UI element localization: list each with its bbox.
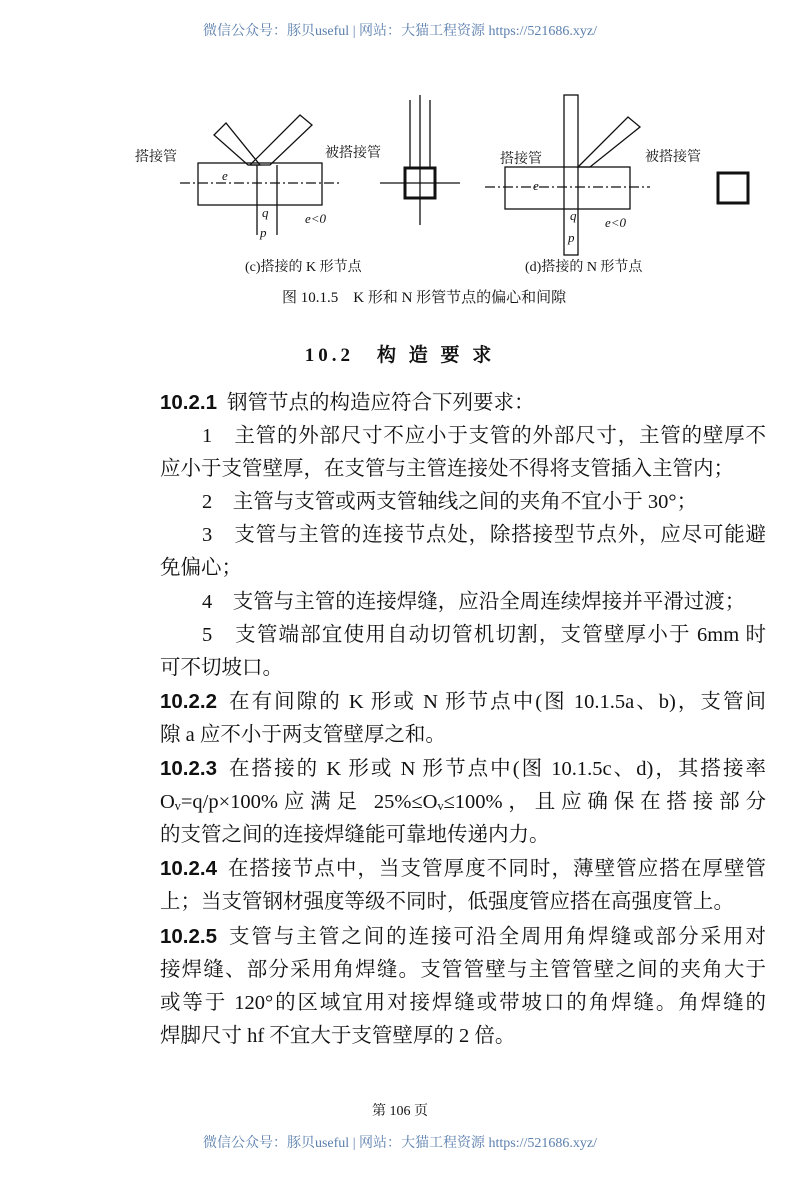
watermark-bottom: 微信公众号：豚贝useful | 网站：大猫工程资源 https://521686.xyz/ xyxy=(202,1136,597,1151)
paragraph-line xyxy=(160,954,766,987)
section-title: 10.2 构 造 要 求 xyxy=(304,345,496,366)
paragraph-line xyxy=(160,886,766,919)
label-econd-d: e<0 xyxy=(605,215,627,230)
subcaption-c: (c)搭接的 K 形节点 xyxy=(245,260,362,275)
paragraph-line xyxy=(160,819,766,852)
paragraph-line xyxy=(160,987,766,1020)
line-text: 在有间隙的 K 形或 N 形节点中(图 10.1.5a、b)，支管间 xyxy=(227,690,766,713)
line-text: 应小于支管壁厚，在支管与主管连接处不得将支管插入主管内； xyxy=(160,458,734,481)
paragraph-line xyxy=(160,552,766,585)
paragraph-line xyxy=(160,1020,766,1053)
label-q-d: q xyxy=(570,208,577,223)
line-text: 3 支管与主管的连接节点处，除搭接型节点外，应尽可能避 xyxy=(202,524,766,547)
label-lapped-c: 被搭接管 xyxy=(325,146,381,161)
page-number: 第 106 页 xyxy=(372,1104,428,1119)
label-q-c: q xyxy=(262,205,269,220)
line-text: 1 主管的外部尺寸不应小于支管的外部尺寸，主管的壁厚不 xyxy=(202,425,766,448)
line-text: 隙 a 应不小于两支管壁厚之和。 xyxy=(160,723,446,746)
label-p-d: p xyxy=(568,230,575,245)
body-text xyxy=(160,386,766,1053)
line-text: 或等于 120°的区域宜用对接焊缝或带坡口的角焊缝。角焊缝的 xyxy=(160,991,766,1014)
line-text: 钢管节点的构造应符合下列要求： xyxy=(227,392,535,414)
paragraph-line xyxy=(160,619,766,652)
label-p-c: p xyxy=(260,225,267,240)
label-lapped-d: 被搭接管 xyxy=(645,150,701,165)
paragraph-line xyxy=(160,519,766,552)
label-e-d: e xyxy=(533,178,539,193)
paragraph-line xyxy=(160,685,766,719)
subcaption-d: (d)搭接的 N 形节点 xyxy=(525,260,643,275)
line-text: 支管与主管之间的连接可沿全周用角焊缝或部分采用对 xyxy=(227,925,766,948)
line-text: 在搭接节点中，当支管厚度不同时，薄壁管应搭在厚壁管 xyxy=(227,858,766,881)
line-text: 的支管之间的连接焊缝能可靠地传递内力。 xyxy=(160,824,550,847)
paragraph-line xyxy=(160,453,766,486)
paragraph-line xyxy=(160,920,766,954)
paragraph-line xyxy=(160,719,766,752)
paragraph-line xyxy=(160,420,766,453)
paragraph-line xyxy=(160,852,766,886)
line-text: 上；当支管钢材强度等级不同时，低强度管应搭在高强度管上。 xyxy=(160,891,734,914)
line-text: 免偏心； xyxy=(160,557,242,580)
clause-number: 10.2.1 xyxy=(160,391,217,414)
paragraph-line xyxy=(160,386,766,420)
line-text: 焊脚尺寸 hf 不宜大于支管壁厚的 2 倍。 xyxy=(160,1024,516,1047)
line-text: Oᵥ=q/p×100%应满足 25%≤Oᵥ≤100%，且应确保在搭接部分 xyxy=(160,791,766,814)
line-text: 2 主管与支管或两支管轴线之间的夹角不宜小于 30°； xyxy=(202,491,698,514)
paragraph-line xyxy=(160,652,766,685)
line-text: 在搭接的 K 形或 N 形节点中(图 10.1.5c、d)，其搭接率 xyxy=(227,758,766,781)
label-lap-c: 搭接管 xyxy=(135,150,177,165)
figure-10-1-5 xyxy=(135,95,701,275)
label-lap-d: 搭接管 xyxy=(500,152,542,167)
paragraph-line xyxy=(160,786,766,819)
clause-number: 10.2.2 xyxy=(160,689,217,713)
figure-caption: 图 10.1.5 K 形和 N 形管节点的偏心和间隙 xyxy=(282,290,567,306)
label-e-c: e xyxy=(222,168,228,183)
clause-number: 10.2.5 xyxy=(160,924,217,948)
line-text: 5 支管端部宜使用自动切管机切割，支管壁厚小于 6mm 时 xyxy=(202,623,766,646)
paragraph-line xyxy=(160,486,766,519)
line-text: 接焊缝、部分采用角焊缝。支管管壁与主管管壁之间的夹角大于 xyxy=(160,958,766,981)
clause-number: 10.2.3 xyxy=(160,757,217,781)
paragraph-line xyxy=(160,586,766,619)
watermark-top: 微信公众号：豚贝useful | 网站：大猫工程资源 https://521686.xyz/ xyxy=(202,24,597,39)
label-econd-c: e<0 xyxy=(305,211,327,226)
clause-number: 10.2.4 xyxy=(160,857,217,881)
paragraph-line xyxy=(160,752,766,786)
line-text: 4 支管与主管的连接焊缝，应沿全周连续焊接并平滑过渡； xyxy=(202,590,746,613)
line-text: 可不切坡口。 xyxy=(160,656,283,679)
